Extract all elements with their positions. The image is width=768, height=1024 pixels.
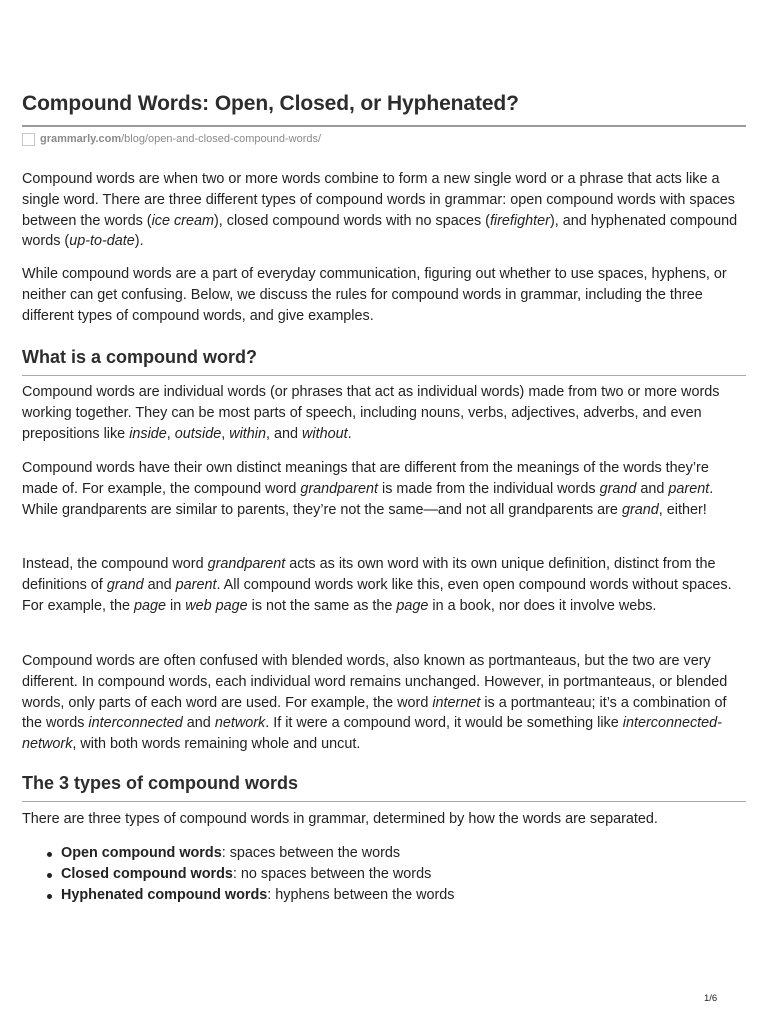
title-divider: [22, 125, 746, 127]
list-item-term: Open compound words: [61, 845, 222, 861]
source-link[interactable]: [22, 131, 321, 147]
list-item-term: Hyphenated compound words: [61, 886, 268, 903]
section1-paragraph-2: Compound words have their own distinct meanings that are different from the meanings of the words they’re made of. For example, the compound word grandparent is made from the individual words grand and parent. While grandparents are similar to parents, they’re not the same—and not all grandparents are grand, either!: [22, 460, 714, 518]
italic-term: page: [133, 597, 166, 614]
italic-term: outside: [174, 425, 222, 442]
list-item-desc: : no spaces between the words: [232, 865, 432, 882]
italic-term: inside: [129, 425, 167, 442]
italic-term: parent: [668, 480, 710, 497]
italic-term: parent: [175, 576, 217, 593]
section-divider: [22, 375, 746, 376]
italic-term: page: [396, 597, 429, 614]
section1-paragraph-1: Compound words are individual words (or phrases that act as individual words) made from two or more words working together. They can be most parts of speech, including nouns, verbs, adjectives, adverbs, and even prepositions like inside, outside, within, and without.: [22, 384, 720, 442]
types-list: [22, 843, 746, 905]
italic-term: firefighter: [489, 212, 550, 229]
section-heading-what-is: What is a compound word?: [22, 347, 257, 367]
italic-term: without: [302, 425, 348, 442]
section2-intro: There are three types of compound words in grammar, determined by how the words are separated.: [22, 811, 658, 827]
section-divider: [22, 801, 746, 802]
italic-term: interconnected: [88, 715, 183, 732]
italic-term: ice cream: [151, 212, 214, 229]
italic-term: interconnected-network: [22, 715, 722, 753]
list-item: [61, 885, 746, 906]
italic-term: up-to-date: [69, 233, 135, 250]
list-item: [61, 843, 746, 864]
source-domain: grammarly.com: [40, 133, 122, 145]
italic-term: network: [214, 715, 266, 732]
intro-paragraph-1: Compound words are when two or more words combine to form a new single word or a phrase that acts like a single word. There are three different types of compound words in grammar: open compound words with spaces between the words (ice cream), closed compound words with no spaces (firefighter), and hyphenated compound words (up-to-date).: [22, 171, 738, 250]
italic-term: web page: [185, 597, 248, 614]
page-number: 1/6: [704, 993, 718, 1004]
site-favicon-icon: [22, 133, 35, 146]
section1-paragraph-4: Compound words are often confused with blended words, also known as portmanteaus, but the two are very different. In compound words, each individual word remains unchanged. However, in portmanteaus, or blended words, only parts of each word are used. For example, the word internet is a portmanteau; it’s a combination of the words interconnected and network. If it were a compound word, it would be something like interconnected-network, with both words remaining whole and uncut.: [22, 653, 728, 753]
list-item-desc: : hyphens between the words: [267, 886, 455, 903]
italic-term: grand: [106, 576, 144, 593]
section1-paragraph-3: Instead, the compound word grandparent acts as its own word with its own unique definition, distinct from the definitions of grand and parent. All compound words work like this, even open compound words without spaces. For example, the page in web page is not the same as the page in a book, nor does it involve webs.: [22, 556, 732, 614]
italic-term: grandparent: [300, 480, 378, 497]
list-item-term: Closed compound words: [61, 865, 233, 882]
section-heading-three-types: The 3 types of compound words: [22, 773, 299, 793]
list-item: [61, 864, 746, 885]
list-item-desc: : spaces between the words: [221, 845, 401, 861]
intro-paragraph-2: While compound words are a part of everyday communication, figuring out whether to use spaces, hyphens, or neither can get confusing. Below, we discuss the rules for compound words in grammar, including the three different types of compound words, and give examples.: [22, 266, 727, 324]
italic-term: grandparent: [207, 556, 286, 572]
italic-term: within: [229, 425, 266, 442]
italic-term: internet: [432, 694, 481, 711]
page-title: Compound Words: Open, Closed, or Hyphenated?: [22, 92, 519, 115]
source-path: /blog/open-and-closed-compound-words/: [121, 133, 322, 145]
italic-term: grand: [621, 501, 659, 518]
italic-term: grand: [599, 480, 637, 497]
